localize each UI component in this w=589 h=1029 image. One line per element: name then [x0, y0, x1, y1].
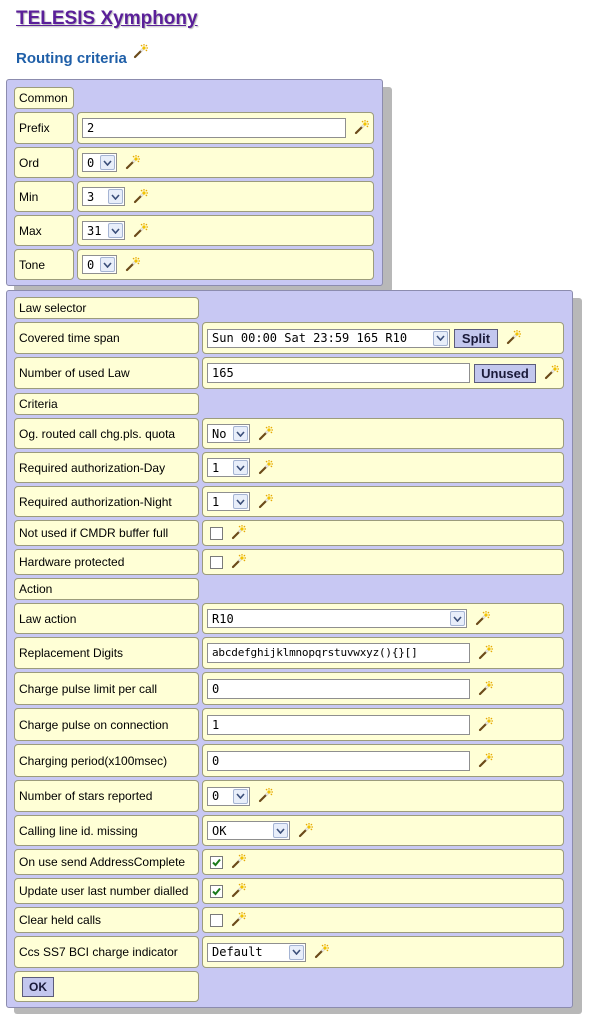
charge-on-conn-label-cell	[14, 708, 199, 741]
magic-wand-icon[interactable]	[256, 459, 274, 477]
update-last-number-label: Update user last number dialled	[19, 884, 189, 898]
clear-held-label: Clear held calls	[19, 913, 102, 927]
send-address-complete-value-cell	[202, 849, 564, 875]
law-action-value-cell	[202, 603, 564, 634]
covered-time-span-select[interactable]	[207, 329, 450, 348]
ord-select-value: 0	[87, 155, 95, 170]
ord-select[interactable]	[82, 153, 117, 172]
stars-reported-label-cell	[14, 780, 199, 812]
magic-wand-icon[interactable]	[123, 154, 141, 172]
prefix-label: Prefix	[19, 121, 50, 135]
magic-wand-icon[interactable]	[123, 256, 141, 274]
charge-limit-label-cell	[14, 672, 199, 705]
magic-wand-icon[interactable]	[229, 553, 247, 571]
auth-day-value-cell	[202, 452, 564, 483]
magic-wand-icon[interactable]	[476, 644, 494, 662]
max-select[interactable]	[82, 221, 125, 240]
stars-reported-label: Number of stars reported	[19, 789, 153, 803]
charge-limit-value-cell	[202, 672, 564, 705]
law-selector-label: Law selector	[19, 301, 87, 315]
covered-time-span-label: Covered time span	[19, 331, 120, 345]
cli-missing-select[interactable]	[207, 821, 290, 840]
magic-wand-icon[interactable]	[229, 853, 247, 871]
clear-held-value-cell	[202, 907, 564, 933]
chevron-down-icon	[233, 789, 248, 804]
magic-wand-icon[interactable]	[352, 119, 370, 137]
chevron-down-icon	[233, 494, 248, 509]
law-action-select[interactable]	[207, 609, 467, 628]
ccs-bci-label-cell	[14, 936, 199, 968]
charging-period-label-cell	[14, 744, 199, 777]
clear-held-label-cell	[14, 907, 199, 933]
update-last-number-value-cell	[202, 878, 564, 904]
magic-wand-icon[interactable]	[256, 425, 274, 443]
law-action-value: R10	[212, 611, 234, 626]
og-routed-value: No	[212, 426, 227, 441]
replacement-digits-value-cell	[202, 637, 564, 669]
ord-label: Ord	[19, 155, 40, 170]
charge-on-conn-label: Charge pulse on connection	[19, 717, 169, 732]
auth-day-label: Required authorization-Day	[19, 460, 166, 475]
covered-time-span-label-cell	[14, 322, 199, 354]
ok-button[interactable]: OK	[22, 977, 54, 997]
magic-wand-icon[interactable]	[229, 524, 247, 542]
magic-wand-icon[interactable]	[476, 680, 494, 698]
auth-night-value-cell	[202, 486, 564, 517]
chevron-down-icon	[108, 223, 123, 238]
chevron-down-icon	[273, 823, 288, 838]
ok-cell	[14, 971, 199, 1002]
chevron-down-icon	[100, 155, 115, 170]
min-value-cell	[77, 181, 374, 212]
magic-wand-icon[interactable]	[312, 943, 330, 961]
charge-on-conn-value-cell	[202, 708, 564, 741]
cli-missing-value-cell	[202, 815, 564, 846]
ccs-bci-value: Default	[212, 945, 263, 959]
max-value-cell	[77, 215, 374, 246]
charge-limit-label: Charge pulse limit per call	[19, 681, 158, 696]
law-action-label-cell	[14, 603, 199, 634]
page-title	[16, 45, 149, 67]
stars-reported-value: 0	[212, 789, 220, 803]
hw-protected-checkbox[interactable]	[210, 556, 223, 569]
auth-night-value: 1	[212, 494, 220, 509]
criteria-label: Criteria	[19, 397, 58, 411]
min-label: Min	[19, 189, 39, 204]
tone-label-cell	[14, 249, 74, 280]
min-select[interactable]	[82, 187, 125, 206]
app-title: TELESIS Xymphony	[16, 8, 198, 29]
magic-wand-icon[interactable]	[131, 188, 149, 206]
chevron-down-icon	[108, 189, 123, 204]
cli-missing-label-cell	[14, 815, 199, 846]
update-last-number-checkbox[interactable]	[210, 885, 223, 898]
max-select-value: 31	[87, 223, 102, 238]
magic-wand-icon[interactable]	[504, 329, 522, 347]
hw-protected-value-cell	[202, 549, 564, 575]
replacement-digits-label: Replacement Digits	[19, 646, 124, 660]
charging-period-label: Charging period(x100msec)	[19, 753, 168, 768]
number-of-used-law-input[interactable]: 165	[207, 363, 470, 383]
ccs-bci-value-cell	[202, 936, 564, 968]
hw-protected-label: Hardware protected	[19, 555, 125, 569]
common-header-label: Common	[19, 91, 68, 105]
criteria-header	[14, 393, 199, 415]
og-routed-value-cell	[202, 418, 564, 449]
magic-wand-icon[interactable]	[256, 787, 274, 805]
law-action-label: Law action	[19, 611, 77, 626]
chevron-down-icon	[233, 426, 248, 441]
prefix-input[interactable]: 2	[82, 118, 346, 138]
stars-reported-value-cell	[202, 780, 564, 812]
magic-wand-icon[interactable]	[229, 911, 247, 929]
magic-wand-icon[interactable]	[229, 882, 247, 900]
tone-label: Tone	[19, 257, 46, 272]
clear-held-checkbox[interactable]	[210, 914, 223, 927]
magic-wand-icon[interactable]	[131, 43, 149, 61]
covered-time-span-value-cell	[202, 322, 564, 354]
min-label-cell	[14, 181, 74, 212]
cli-missing-label: Calling line id. missing	[19, 823, 138, 838]
tone-select-value: 0	[87, 257, 95, 272]
og-routed-label-cell	[14, 418, 199, 449]
replacement-digits-input[interactable]: abcdefghijklmnopqrstuvwxyz(){}[]	[207, 643, 470, 663]
common-header	[14, 87, 74, 109]
send-address-complete-label-cell	[14, 849, 199, 875]
prefix-label-cell	[14, 112, 74, 144]
chevron-down-icon	[289, 945, 304, 960]
not-used-cmdr-label: Not used if CMDR buffer full	[19, 526, 169, 540]
send-address-complete-checkbox[interactable]	[210, 856, 223, 869]
auth-night-label: Required authorization-Night	[19, 494, 172, 509]
split-button[interactable]: Split	[454, 329, 498, 348]
ccs-bci-select[interactable]	[207, 943, 306, 962]
number-of-used-law-value-cell	[202, 357, 564, 389]
page-title-text: Routing criteria	[16, 50, 127, 67]
auth-night-select[interactable]	[207, 492, 250, 511]
magic-wand-icon[interactable]	[296, 822, 314, 840]
auth-day-label-cell	[14, 452, 199, 483]
action-header	[14, 578, 199, 600]
auth-day-select[interactable]	[207, 458, 250, 477]
hw-protected-label-cell	[14, 549, 199, 575]
covered-time-span-value: Sun 00:00 Sat 23:59 165 R10	[212, 331, 408, 345]
magic-wand-icon[interactable]	[542, 364, 560, 382]
magic-wand-icon[interactable]	[473, 610, 491, 628]
min-select-value: 3	[87, 189, 95, 204]
chevron-down-icon	[233, 460, 248, 475]
charging-period-value-cell	[202, 744, 564, 777]
prefix-value-cell	[77, 112, 374, 144]
max-label: Max	[19, 223, 42, 238]
ord-value-cell	[77, 147, 374, 178]
tone-select[interactable]	[82, 255, 117, 274]
max-label-cell	[14, 215, 74, 246]
charging-period-input[interactable]: 0	[207, 751, 470, 771]
not-used-cmdr-value-cell	[202, 520, 564, 546]
number-of-used-law-label-cell	[14, 357, 199, 389]
cli-missing-value: OK	[212, 823, 227, 838]
not-used-cmdr-label-cell	[14, 520, 199, 546]
chevron-down-icon	[433, 331, 448, 346]
law-selector-header	[14, 297, 199, 319]
chevron-down-icon	[100, 257, 115, 272]
og-routed-select[interactable]	[207, 424, 250, 443]
tone-value-cell	[77, 249, 374, 280]
og-routed-label: Og. routed call chg.pls. quota	[19, 426, 176, 441]
magic-wand-icon[interactable]	[476, 752, 494, 770]
ord-label-cell	[14, 147, 74, 178]
magic-wand-icon[interactable]	[131, 222, 149, 240]
stars-reported-select[interactable]	[207, 787, 250, 806]
number-of-used-law-label: Number of used Law	[19, 366, 130, 380]
ccs-bci-label: Ccs SS7 BCI charge indicator	[19, 945, 178, 959]
not-used-cmdr-checkbox[interactable]	[210, 527, 223, 540]
charge-limit-input[interactable]: 0	[207, 679, 470, 699]
update-last-number-label-cell	[14, 878, 199, 904]
chevron-down-icon	[450, 611, 465, 626]
auth-night-label-cell	[14, 486, 199, 517]
unused-button[interactable]: Unused	[474, 364, 536, 383]
magic-wand-icon[interactable]	[476, 716, 494, 734]
send-address-complete-label: On use send AddressComplete	[19, 855, 186, 869]
action-label: Action	[19, 582, 53, 596]
magic-wand-icon[interactable]	[256, 493, 274, 511]
replacement-digits-label-cell	[14, 637, 199, 669]
charge-on-conn-input[interactable]: 1	[207, 715, 470, 735]
auth-day-value: 1	[212, 460, 220, 475]
